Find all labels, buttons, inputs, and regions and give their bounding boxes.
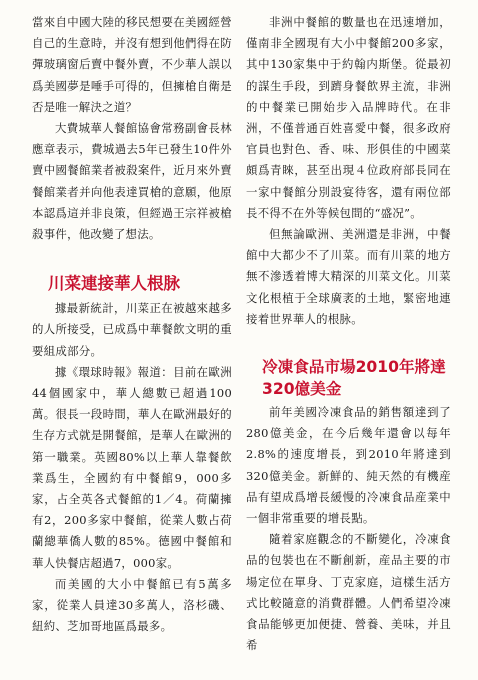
section-heading-frozen-food: 冷凍食品市場2010年將達320億美金 xyxy=(262,358,446,399)
paragraph: 當來自中國大陸的移民想要在美國經營自己的生意時，并沒有想到他們得在防彈玻璃窗后賣中餐外賣，不少華人誤以爲美國夢是唾手可得的，但擁槍自衛是否是唯一解決之道？ xyxy=(32,15,232,114)
paragraph: 而美國的大小中餐館已有5萬多家，從業人員達30多萬人，洛杉磯、紐約、芝加哥地區爲最多。 xyxy=(32,576,232,634)
left-column xyxy=(32,12,232,637)
paragraph: 但無論歐洲、美洲還是非洲，中餐館中大都少不了川菜。而有川菜的地方無不滲透着博大精深的川菜文化。川菜文化根植于全球廣袤的土地，緊密地連接着世界華人的根脉。 xyxy=(246,227,451,326)
section-heading-sichuan-cuisine: 川菜連接華人根脉 xyxy=(48,274,180,294)
paragraph: 隨着家庭觀念的不斷變化，冷凍食品的包裝也在不斷創新，産品主要的市場定位在單身、丁克家庭，這樣生活方式比較隨意的消費群體。人們希望冷凍食品能够更加便捷、營養、美味，并且希 xyxy=(246,532,451,653)
paragraph: 非洲中餐館的數量也在迅速增加，僅南非全國現有大小中餐館200多家，其中130家集中于約翰内斯堡。從最初的謀生手段，到躋身餐飲界主流，非洲的中餐業已開始步入品牌時代。在非洲，不僅普通百姓喜愛中餐，很多政府官員也對色、香、味、形俱佳的中國菜頗爲青睞，甚至出現４位政府部長同在一家中餐館分別設宴待客，還有兩位部長不得不在外等候包間的“盛况”。 xyxy=(246,15,451,220)
paragraph: 據最新統計，川菜正在被越來越多的人所接受，已成爲中華餐飲文明的重要組成部分。 xyxy=(32,301,232,358)
right-column xyxy=(246,12,451,656)
paragraph: 前年美國冷凍食品的銷售額達到了280億美金，在今后幾年還會以每年2.8%的速度增長，到2010年將達到320億美金。新鮮的、純天然的有機産品有望成爲增長緩慢的冷凍食品産業中一個非常重要的增長點。 xyxy=(246,405,451,526)
paragraph: 據《環球時報》報道：目前在歐洲44個國家中，華人總數已超過100萬。很長一段時間，華人在歐洲最好的生存方式就是開餐館，是華人在歐洲的第一職業。英國80%以上華人靠餐飲業爲生，全國約有中餐館9，000多家，占全英各式餐館的1／4。荷蘭擁有2，200多家中餐館，從業人數占荷蘭總華僑人數的85%。德國中餐館和華人快餐店超過7，000家。 xyxy=(32,364,232,570)
paragraph: 大費城華人餐館協會常務副會長林應章表示，費城過去5年已發生10件外賣中國餐館業者被殺案件，近月來外賣餐館業者并向他表達買槍的意願，他原本認爲這并非良策，但經過王宗祥被槍殺事件，他改變了想法。 xyxy=(32,121,232,242)
